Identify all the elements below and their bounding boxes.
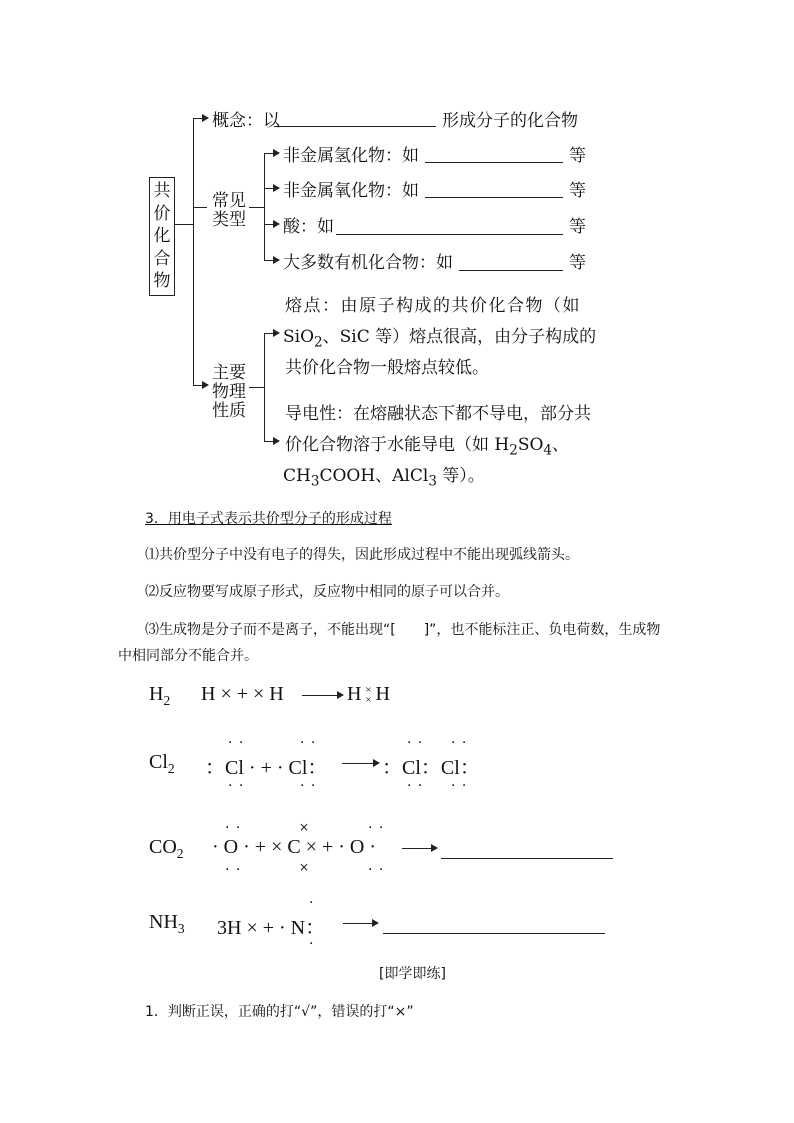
root-label-box [149,177,175,296]
co2-formula: CO [149,836,177,858]
eq-h2-lhs: H × + × H [201,683,284,705]
colon-right: ： [307,757,328,779]
c-x-top: × [299,820,311,834]
concept-blank [274,126,436,127]
colon-left: ： [205,757,225,779]
cl-product-2: Cl [440,757,460,779]
cl-atom-1: Cl [225,757,244,779]
type-item-2-blank [425,197,563,198]
o2-dots-top: · · [368,820,385,836]
root-connector [175,224,193,225]
type-item-1-label: 非金属氢化物：如 [283,146,419,166]
type-item-1-suffix: 等 [569,146,586,166]
root-label: 共价化合物 [153,181,171,291]
eq-co2-arrow [402,848,432,849]
type-item-3-label: 酸：如 [283,217,334,237]
cl-atom-2: Cl [288,757,308,779]
n-atom: N [290,917,306,939]
melting-arrow [273,329,280,337]
eq-h2-arrowhead [337,691,344,699]
eq-nh3-arrowhead [372,919,379,927]
ch3cooh-sub: 3 [310,473,320,490]
eq-h2-formula [149,683,170,709]
section3-heading [145,508,392,528]
eq-h2-arrow [302,695,338,696]
melting-line-2 [283,322,596,350]
section3-heading-text: 3．用电子式表示共价型分子的形成过程 [145,511,392,527]
section3-p3-line1: ⑶生成物是分子而不是离子，不能出现“[ ]”，也不能标注正、负电荷数，生成物 [145,622,661,638]
eq-cl2-lhs [205,751,327,780]
concept-suffix: 形成分子的化合物 [442,111,578,131]
conductivity-line-3-a: CH [283,466,311,486]
nh3-formula-sub: 3 [177,921,185,936]
c-atom: C [287,836,301,858]
properties-label-2: 物理 [212,382,246,402]
co2-x-b: × + · [300,836,350,858]
melting-sio2: SiO [283,327,315,347]
o2-dots-bottom: · · [368,862,385,878]
o-atom-2: O [349,836,365,858]
branch-types [193,207,207,208]
type-arrow-2 [273,184,280,192]
properties-connector [249,387,264,388]
alcl3-sub: 3 [428,473,437,490]
type-item-4-label: 大多数有机化合物：如 [283,253,453,273]
melting-line-3: 共价化合物一般熔点较低。 [285,358,489,378]
eq-co2-arrowhead [431,844,438,852]
melting-line-2-rest: 、SiC 等）熔点很高，由分子构成的 [322,327,597,347]
practice-title: [即学即练] [379,966,446,982]
type-item-4-suffix: 等 [569,253,586,273]
arrow-concept [202,114,209,122]
clp2-dots-top: · · [451,735,468,751]
properties-label-1: 主要 [212,363,246,383]
section3-p3-line2: 中相同部分不能合并。 [118,648,258,664]
h2-product-h1: H [347,683,362,705]
cl1-dots-top: · · [228,735,245,751]
properties-label-3: 性质 [212,401,246,421]
eq-cl2-formula [149,751,175,777]
conductivity-line-2-b: SO [517,435,544,455]
cl-product-1: Cl [402,757,421,779]
eq-h2-product [347,683,390,706]
nh3-colon: ： [305,917,326,939]
clp1-dots-top: · · [407,735,424,751]
properties-brace [264,333,265,441]
shared-pair-marks: × × [365,684,372,707]
conductivity-line-2 [285,430,569,458]
cl2-formula: Cl [149,751,168,773]
type-item-2-label: 非金属氧化物：如 [283,181,419,201]
types-connector [249,207,264,208]
nh3-x: × + · [241,917,291,939]
nh3-formula: NH [149,911,178,933]
types-brace [264,153,265,261]
co2-formula-sub: 2 [176,846,184,861]
section3-p1: ⑴共价型分子中没有电子的得失，因此形成过程中不能出现弧线箭头。 [145,547,579,563]
eq-nh3-formula [149,911,185,937]
type-arrow-1 [273,149,280,157]
eq-co2-answer-blank [441,858,613,859]
types-label-2: 类型 [212,210,246,230]
conductivity-line-3-c: 等）。 [436,466,485,486]
n-dot-bottom: · [309,936,315,952]
cl2-dots-top: · · [300,735,317,751]
type-item-2-suffix: 等 [569,181,586,201]
melting-sio2-sub: 2 [314,334,323,351]
eq-cl2-product [382,751,480,780]
eq-co2-formula [149,836,184,862]
eq-cl2-arrowhead [373,759,380,767]
clp1-dots-bottom: · · [407,778,424,794]
arrow-properties [202,381,209,389]
type-item-4-blank [459,270,563,271]
h2so4-sub-2: 4 [543,442,553,459]
conductivity-line-3-b: COOH、AlCl [319,466,429,486]
type-item-3-blank [336,234,563,235]
type-arrow-3 [273,220,280,228]
conductivity-line-3 [283,461,485,489]
section3-p2: ⑵反应物要写成原子形式，反应物中相同的原子可以合并。 [145,584,509,600]
o1-dots-bottom: · · [225,862,242,878]
practice-q1: 1．判断正误，正确的打“√”，错误的打“×” [145,1004,414,1020]
cl2-formula-sub: 2 [167,761,175,776]
h2-formula-sub: 2 [163,693,171,708]
type-arrow-4 [273,256,280,264]
prod-colon-right: ： [459,757,480,779]
n-dot-top: · [309,895,315,911]
co2-dot-b: · + × [238,836,288,858]
conductivity-line-1: 导电性：在熔融状态下都不导电，部分共 [285,404,591,424]
melting-line-1: 熔点：由原子构成的共价化合物（如 [285,296,581,316]
co2-dot-c: · [364,836,377,858]
type-item-3-suffix: 等 [569,217,586,237]
o-atom-1: O [223,836,239,858]
prod-colon-left: ： [382,757,402,779]
eq-nh3-answer-blank [383,933,605,934]
eq-co2-lhs [212,836,376,859]
conductivity-line-2-a: 价化合物溶于水能导电（如 H [285,435,510,455]
eq-nh3-arrow [343,923,373,924]
prod-colon-mid: ： [420,757,441,779]
main-brace [193,118,194,385]
nh3-coef: 3H [217,917,242,939]
h2so4-sub-1: 2 [509,442,518,459]
conductivity-line-2-c: 、 [552,435,570,455]
cl1-dots-bottom: · · [228,778,245,794]
dot-r1: · + · [243,757,289,779]
h2-formula: H [149,683,164,705]
type-item-1-blank [425,162,563,163]
o1-dots-top: · · [225,820,242,836]
cl2-dots-bottom: · · [300,778,317,794]
co2-dot-a: · [212,836,224,858]
eq-cl2-arrow [342,763,374,764]
types-label-1: 常见 [212,191,246,211]
conductivity-arrow [273,437,280,445]
clp2-dots-bottom: · · [451,778,468,794]
h2-product-h2: H [375,683,390,705]
c-x-bottom: × [299,860,311,874]
concept-label: 概念：以 [212,111,280,131]
